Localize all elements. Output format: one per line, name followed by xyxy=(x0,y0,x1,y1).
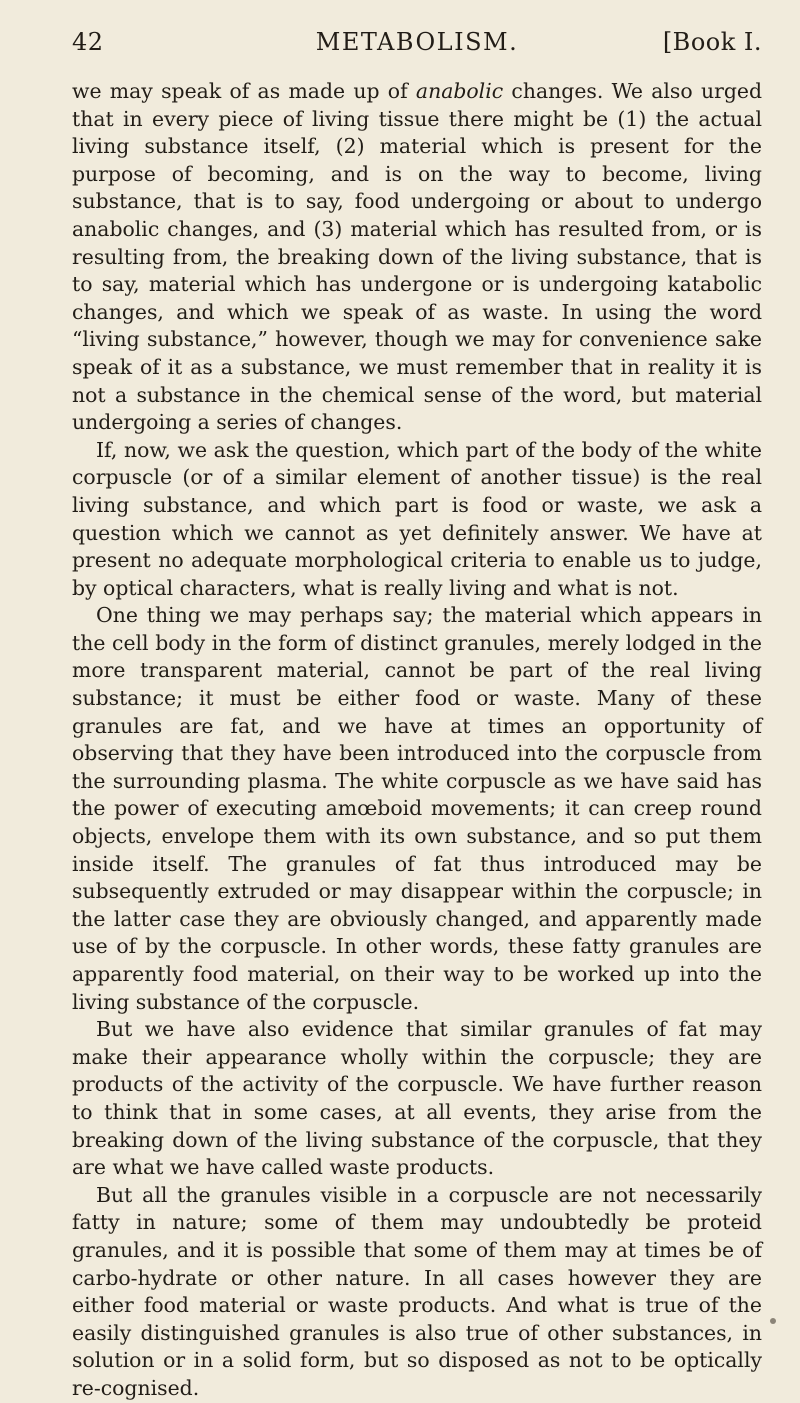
book-section-label: [Book I. xyxy=(662,28,762,56)
emphasized-term: anabolic xyxy=(415,79,504,103)
paragraph-3: One thing we may perhaps say; the material which appears in the cell body in the form of distinct granules, merely lodged in the more transparent material, cannot be part of the real living substance; it must be either food or waste. Many of these granules are fat, and we have at times an opportunity of observing that they have been introduced into the corpuscle from the surrounding plasma. The white corpuscle as we have said has the power of executing amœboid movements; it can creep round objects, envelope them with its own substance, and so put them inside itself. The granules of fat thus introduced may be subsequently extruded or may disappear within the corpuscle; in the latter case they are obviously changed, and apparently made use of by the corpuscle. In other words, these fatty granules are apparently food material, on their way to be worked up into the living substance of the corpuscle. xyxy=(72,603,762,1014)
paragraph-4: But we have also evidence that similar granules of fat may make their appearance wholly within the corpuscle; they are products of the activity of the corpuscle. We have further reason to think that in some cases, at all events, they arise from the breaking down of the living substance of the corpuscle, that they are what we have called waste products. xyxy=(72,1017,762,1180)
paragraph-2: If, now, we ask the question, which part of the body of the white corpuscle (or of a similar element of another tissue) is the real living substance, and which part is food or waste, we ask a question which we cannot as yet definitely answer. We have at present no adequate morphological criteria to enable us to judge, by optical characters, what is really living and what is not. xyxy=(72,437,762,600)
book-page xyxy=(72,24,762,1403)
paper-speck xyxy=(770,1318,776,1324)
paragraph-1-text-start: we may speak of as made up of xyxy=(72,79,416,103)
running-title: METABOLISM. xyxy=(315,28,519,56)
page-number: 42 xyxy=(72,28,104,56)
paragraph-5: But all the granules visible in a corpuscle are not necessarily fatty in nature; some of them may undoubtedly be proteid granules, and it is possible that some of them may at times be of carbo-hydrate or other nature. In all cases however they are either food material or waste products. And what is true of the easily distinguished granules is also true of other substances, in solution or in a solid form, but so disposed as not to be optically re-cognised. xyxy=(72,1182,762,1400)
body-text xyxy=(72,78,762,1403)
paragraph-1 xyxy=(72,78,762,437)
paragraph-1-text-end: changes. We also urged that in every piece of living tissue there might be (1) the actual living substance itself, (2) material which is present for the purpose of becoming, and is on the way to become, living substance, that is to say, food undergoing or about to undergo anabolic changes, and (3) material which has resulted from, or is resulting from, the breaking down of the living substance, that is to say, material which has undergone or is undergoing katabolic changes, and which we speak of as waste. In using the word “living substance,” however, though we may for convenience sake speak of it as a substance, we must remember that in reality it is not a substance in the chemical sense of the word, but material undergoing a series of changes. xyxy=(72,79,762,435)
running-head xyxy=(72,24,762,64)
